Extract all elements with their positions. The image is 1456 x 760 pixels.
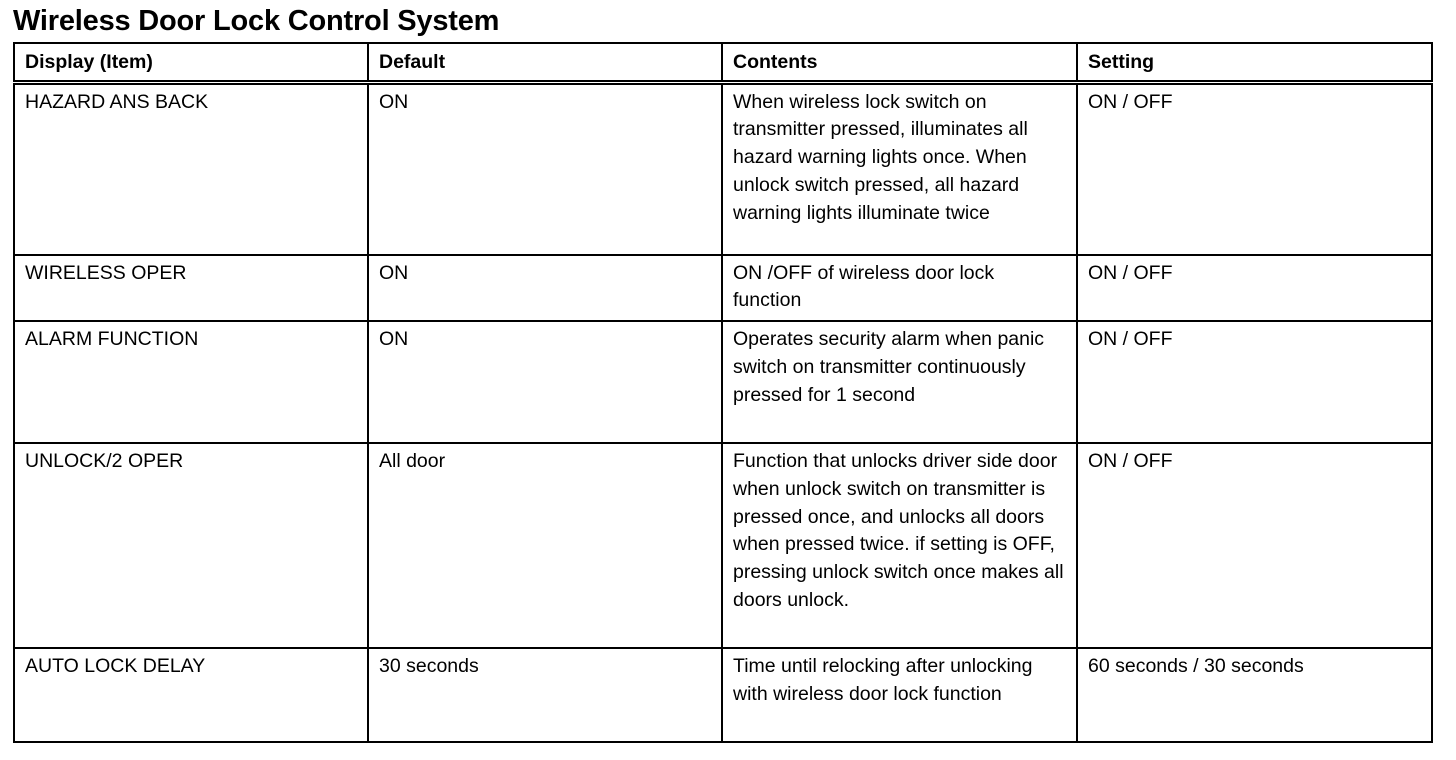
cell-display: AUTO LOCK DELAY (14, 648, 368, 742)
table-row (14, 443, 1432, 648)
cell-default: 30 seconds (368, 648, 722, 742)
cell-contents: When wireless lock switch on transmitter pressed, illuminates all hazard warning lights once. When unlock switch pressed, all hazard warning lights illuminate twice (722, 82, 1077, 255)
cell-contents: Operates security alarm when panic switch on transmitter continuously pressed for 1 second (722, 321, 1077, 443)
column-header-display: Display (Item) (14, 43, 368, 82)
cell-display: HAZARD ANS BACK (14, 82, 368, 255)
cell-default: ON (368, 255, 722, 321)
settings-table (13, 42, 1433, 743)
column-header-default: Default (368, 43, 722, 82)
cell-display: WIRELESS OPER (14, 255, 368, 321)
table-row (14, 648, 1432, 742)
table-row (14, 82, 1432, 255)
cell-display: ALARM FUNCTION (14, 321, 368, 443)
header-row (14, 43, 1432, 82)
table-body (14, 82, 1432, 742)
cell-setting: ON / OFF (1077, 255, 1432, 321)
column-header-contents: Contents (722, 43, 1077, 82)
cell-contents: Time until relocking after unlocking with wireless door lock function (722, 648, 1077, 742)
cell-default: ON (368, 82, 722, 255)
cell-setting: ON / OFF (1077, 82, 1432, 255)
cell-contents: ON /OFF of wireless door lock function (722, 255, 1077, 321)
table-row (14, 255, 1432, 321)
cell-setting: ON / OFF (1077, 321, 1432, 443)
table-header (14, 43, 1432, 82)
cell-display: UNLOCK/2 OPER (14, 443, 368, 648)
cell-default: All door (368, 443, 722, 648)
cell-setting: 60 seconds / 30 seconds (1077, 648, 1432, 742)
cell-contents: Function that unlocks driver side door when unlock switch on transmitter is pressed once, and unlocks all doors when pressed twice. if setting is OFF, pressing unlock switch once makes all doors unlock. (722, 443, 1077, 648)
cell-default: ON (368, 321, 722, 443)
column-header-setting: Setting (1077, 43, 1432, 82)
page-title: Wireless Door Lock Control System (13, 5, 500, 37)
table-row (14, 321, 1432, 443)
cell-setting: ON / OFF (1077, 443, 1432, 648)
